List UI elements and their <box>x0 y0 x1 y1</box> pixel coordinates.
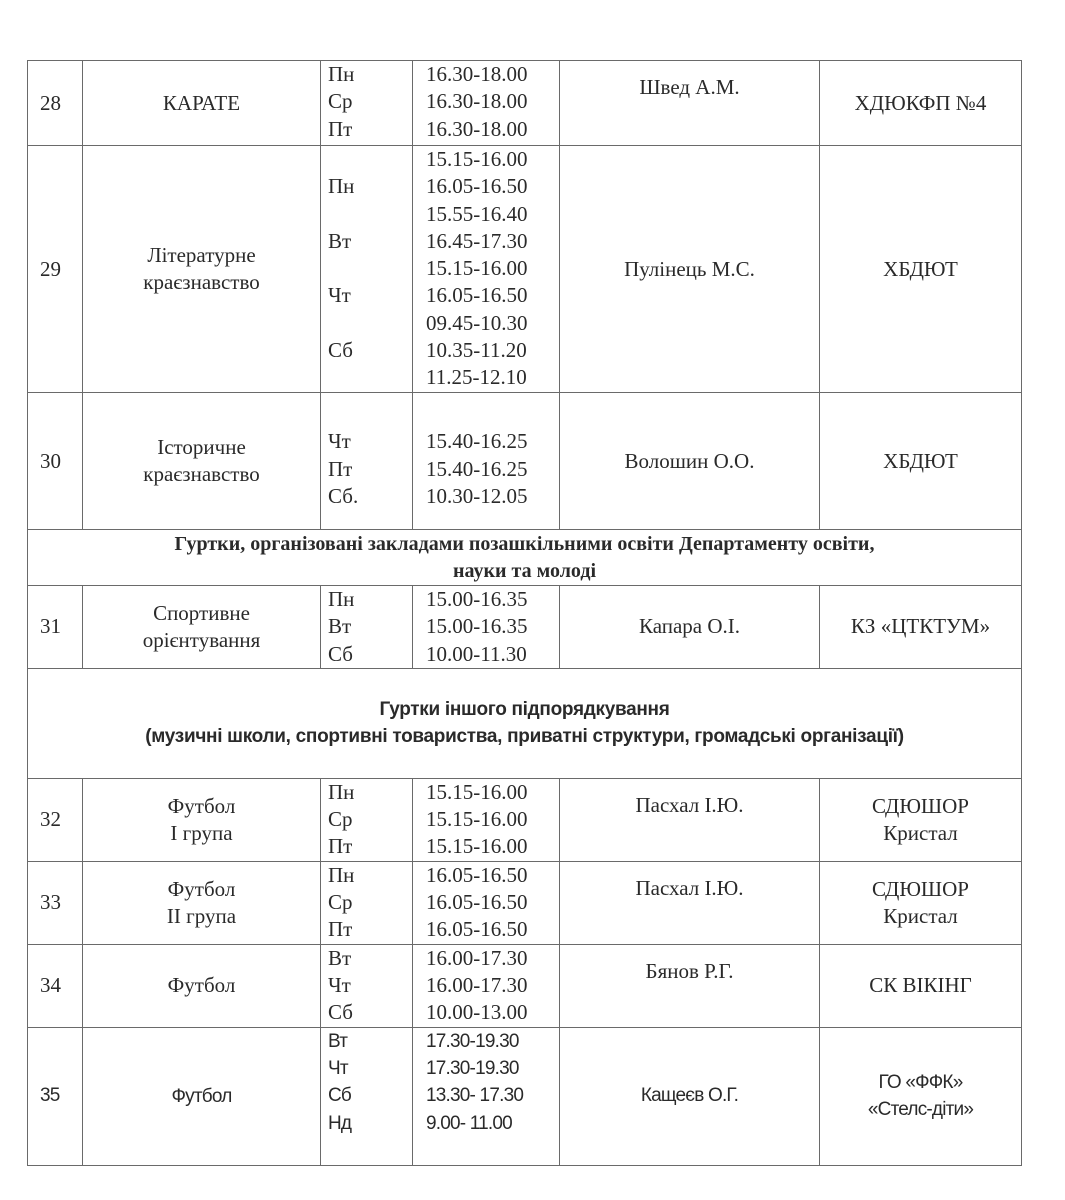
organization: ГО «ФФК» «Стелс-діти» <box>820 1027 1022 1165</box>
club-name: Літературне краєзнавство <box>83 146 321 393</box>
leader-name: Бянов Р.Г. <box>560 944 820 1027</box>
organization: СДЮШОР Кристал <box>820 778 1022 861</box>
days-cell: Пн Ср Пт <box>321 861 413 944</box>
organization: КЗ «ЦТКТУМ» <box>820 586 1022 669</box>
days-cell: Пн Вт Чт Сб <box>321 146 413 393</box>
table-row <box>28 778 1022 861</box>
club-name: Історичне краєзнавство <box>83 393 321 530</box>
times-cell: 16.30-18.00 16.30-18.00 16.30-18.00 <box>413 61 560 146</box>
row-number: 34 <box>28 944 83 1027</box>
times-cell: 15.15-16.00 15.15-16.00 15.15-16.00 <box>413 778 560 861</box>
row-number: 31 <box>28 586 83 669</box>
days-cell: Чт Пт Сб. <box>321 393 413 530</box>
times-cell: 17.30-19.30 17.30-19.30 13.30- 17.30 9.00- 11.00 <box>413 1027 560 1165</box>
table-row <box>28 861 1022 944</box>
club-name: Футбол ІІ група <box>83 861 321 944</box>
leader-name: Волошин О.О. <box>560 393 820 530</box>
table-row <box>28 146 1022 393</box>
leader-name: Пасхал І.Ю. <box>560 778 820 861</box>
table-row <box>28 1027 1022 1165</box>
times-cell: 16.00-17.30 16.00-17.30 10.00-13.00 <box>413 944 560 1027</box>
times-cell: 16.05-16.50 16.05-16.50 16.05-16.50 <box>413 861 560 944</box>
table-row <box>28 586 1022 669</box>
organization: СДЮШОР Кристал <box>820 861 1022 944</box>
table-row <box>28 944 1022 1027</box>
days-cell: Вт Чт Сб Нд <box>321 1027 413 1165</box>
times-cell: 15.40-16.25 15.40-16.25 10.30-12.05 <box>413 393 560 530</box>
organization: СК ВІКІНГ <box>820 944 1022 1027</box>
row-number: 35 <box>28 1027 83 1165</box>
section-title: Гуртки, організовані закладами позашкільними освіти Департаменту освіти, науки та молоді <box>28 530 1022 586</box>
section-header <box>28 530 1022 586</box>
section-title: Гуртки іншого підпорядкування (музичні школи, спортивні товариства, приватні структури, громадські організації) <box>28 668 1022 778</box>
organization: ХБДЮТ <box>820 393 1022 530</box>
club-name: Футбол І група <box>83 778 321 861</box>
table-row <box>28 393 1022 530</box>
row-number: 28 <box>28 61 83 146</box>
row-number: 30 <box>28 393 83 530</box>
club-name: КАРАТЕ <box>83 61 321 146</box>
times-cell: 15.00-16.35 15.00-16.35 10.00-11.30 <box>413 586 560 669</box>
leader-name: Пасхал І.Ю. <box>560 861 820 944</box>
days-cell: Пн Ср Пт <box>321 778 413 861</box>
leader-name: Пулінець М.С. <box>560 146 820 393</box>
organization: ХДЮКФП №4 <box>820 61 1022 146</box>
table-row <box>28 61 1022 146</box>
leader-name: Кащеєв О.Г. <box>560 1027 820 1165</box>
days-cell: Пн Ср Пт <box>321 61 413 146</box>
row-number: 33 <box>28 861 83 944</box>
days-cell: Вт Чт Сб <box>321 944 413 1027</box>
leader-name: Швед А.М. <box>560 61 820 146</box>
club-name: Футбол <box>83 944 321 1027</box>
leader-name: Капара О.І. <box>560 586 820 669</box>
schedule-table <box>27 60 1022 1166</box>
days-cell: Пн Вт Сб <box>321 586 413 669</box>
section-header <box>28 668 1022 778</box>
organization: ХБДЮТ <box>820 146 1022 393</box>
club-name: Футбол <box>83 1027 321 1165</box>
row-number: 29 <box>28 146 83 393</box>
row-number: 32 <box>28 778 83 861</box>
times-cell: 15.15-16.00 16.05-16.50 15.55-16.40 16.45-17.30 15.15-16.00 16.05-16.50 09.45-10.30 10.35-11.20 11.25-12.10 <box>413 146 560 393</box>
club-name: Спортивне орієнтування <box>83 586 321 669</box>
